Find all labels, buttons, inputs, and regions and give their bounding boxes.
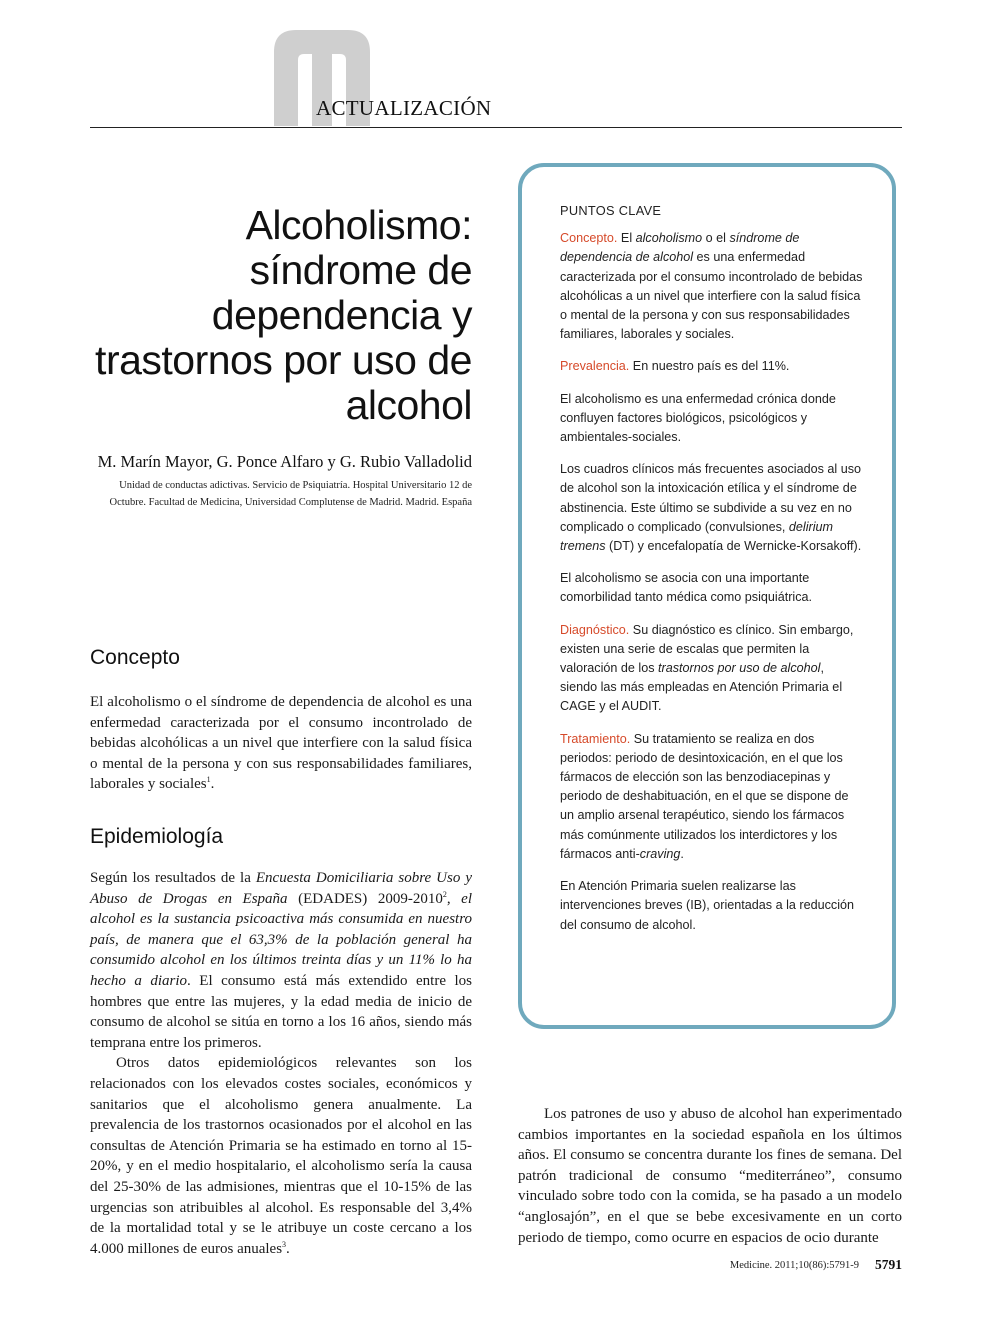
key-point-prevalencia: Prevalencia. En nuestro país es del 11%. <box>560 359 790 374</box>
article-authors: M. Marín Mayor, G. Ponce Alfaro y G. Rubio Valladolid <box>97 452 472 471</box>
key-point-label: Tratamiento. <box>560 731 631 746</box>
concepto-body <box>90 692 472 795</box>
key-points-title: PUNTOS CLAVE <box>560 203 662 218</box>
epidemiologia-paragraph-2: Otros datos epidemiológicos relevantes son los relacionados con los elevados costes sociales, económicos y sanitarios que el alcoholismo genera anualmente. La prevalencia de los trastornos ocasionados por el alcohol en las consultas de Atención Primaria se ha estimado en torno al 15-20%, y en el medio hospitalario, el alcoholismo sería la causa del 25-30% de las admisiones, mientras que el 10-15% de las urgencias son atribuibles al alcohol. Es responsable del 3,4% de la mortalidad total y se le atribuye un coste cercano a los 4.000 millones de euros anuales$^3$. <box>90 1055 472 1257</box>
section-label: ACTUALIZACIÓN <box>316 96 492 120</box>
reference-3[interactable]: 3 <box>282 1239 287 1249</box>
key-point-atencion: En Atención Primaria suelen realizarse las intervenciones breves (IB), orientadas a la reducción del consumo de alcohol. <box>560 879 855 932</box>
reference-1[interactable]: 1 <box>206 775 211 785</box>
page-number: 5791 <box>875 1257 902 1272</box>
epidemiologia-body <box>90 868 472 1259</box>
key-point-comorbilidad: El alcoholismo se asocia con una importante comorbilidad tanto médica como psiquiátrica. <box>560 571 812 605</box>
concepto-paragraph: El alcoholismo o el síndrome de dependencia de alcohol es una enfermedad caracterizada por el consumo incontrolado de bebidas alcohólicas a un nivel que interfiere con la salud física o mental de la persona y con sus responsabilidades familiares, laborales y sociales$^1$. <box>90 694 472 793</box>
key-points-content <box>560 201 864 948</box>
key-point-concepto: Concepto. El alcoholismo o el síndrome de dependencia de alcohol es una enfermedad caracterizada por el consumo incontrolado de bebidas alcohólicas a un nivel que interfiere con la salud física o mental de la persona y con sus responsabilidades familiares, laborales y sociales. <box>560 231 863 342</box>
key-points-box <box>518 163 896 1029</box>
footer-citation: Medicine. 2011;10(86):5791-9 <box>729 1260 859 1271</box>
key-point-label: Diagnóstico. <box>560 622 630 637</box>
article-title: Alcoholismo: síndrome de dependencia y trastornos por uso de alcohol <box>95 202 472 428</box>
right-column-body <box>518 1104 902 1248</box>
reference-2[interactable]: 2 <box>442 889 447 899</box>
right-column-paragraph: Los patrones de uso y abuso de alcohol han experimentado cambios importantes en la sociedad española en los últimos años. El consumo se concentra durante los fines de semana. Del patrón tradicional de consumo “mediterráneo”, consumo vinculado sobre todo con la comida, se ha pasado a un modelo “anglosajón”, en el que se bebe excesivamente en un corto periodo de tiempo, como ocurre en espacios de ocio durante <box>518 1106 902 1246</box>
key-point-cuadros: Los cuadros clínicos más frecuentes asociados al uso de alcohol son la intoxicación etílica y el síndrome de abstinencia. Este último se subdivide a su vez en no complicado o complicado (convulsiones, delirium tremens (DT) y encefalopatía de Wernicke-Korsakoff). <box>560 462 862 554</box>
key-point-tratamiento: Tratamiento. Su tratamiento se realiza en dos periodos: periodo de desintoxicación, en el que los fármacos de elección son las benzodiacepinas y periodo de deshabituación, en el que se dispone de un amplio arsenal terapéutico, siendo los fármacos más comúnmente utilizados los interdictores y los fármacos anti-craving. <box>560 731 849 861</box>
key-point-label: Concepto. <box>560 231 618 246</box>
article-affiliation: Unidad de conductas adictivas. Servicio de Psiquiatría. Hospital Universitario 12 de Octubre. Facultad de Medicina, Universidad Complutense de Madrid. Madrid. España <box>109 480 472 508</box>
epidemiologia-paragraph-1: Según los resultados de la Encuesta Domiciliaria sobre Uso y Abuso de Drogas en España (EDADES) 2009-2010$^2$, el alcohol es la sustancia psicoactiva más consumida en nuestro país, de manera que el 63,3% de la población general ha consumido alcohol en los últimos treinta días y un 11% lo ha hecho a diario. El consumo está más extendido entre los hombres que entre las mujeres, y la edad media de inicio de consumo de alcohol se sitúa en torno a los 16 años, siendo más temprana entre los primeros. <box>90 870 473 1051</box>
heading-epidemiologia: Epidemiología <box>90 825 224 848</box>
key-point-cronica: El alcoholismo es una enfermedad crónica donde confluyen factores biológicos, psicológicos y ambientales-sociales. <box>560 391 836 445</box>
key-point-diagnostico: Diagnóstico. Su diagnóstico es clínico. Sin embargo, existen una serie de escalas que permiten la valoración de los trastornos por uso de alcohol, siendo las más empleadas en Atención Primaria el CAGE y el AUDIT. <box>560 622 854 714</box>
key-point-label: Prevalencia. <box>560 359 630 374</box>
heading-concepto: Concepto <box>90 646 180 669</box>
header-divider <box>90 127 902 128</box>
